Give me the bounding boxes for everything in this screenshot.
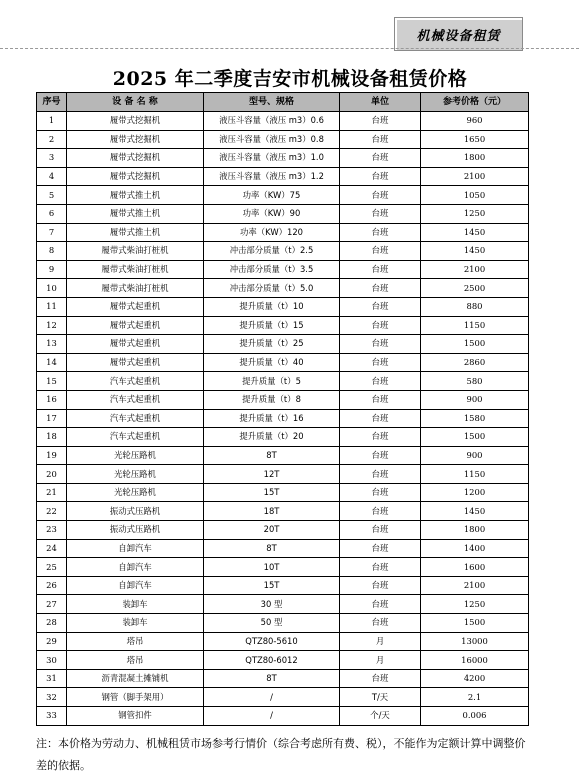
table-row [37,297,529,316]
table-row [37,669,529,688]
cell-index: 20 [37,465,67,484]
cell-index: 3 [37,149,67,168]
cell-equipment-name: 塔吊 [67,632,204,651]
cell-price: 960 [421,112,529,131]
table-row [37,595,529,614]
cell-index: 10 [37,279,67,298]
cell-spec: 8T [204,539,340,558]
cell-equipment-name: 光轮压路机 [67,446,204,465]
cell-index: 23 [37,521,67,540]
cell-index: 30 [37,651,67,670]
section-header-tag: 机械设备租赁 [394,17,523,51]
cell-spec: / [204,688,340,707]
cell-spec: 15T [204,483,340,502]
cell-equipment-name: 履带式起重机 [67,335,204,354]
cell-unit: 台班 [340,502,421,521]
cell-equipment-name: 履带式柴油打桩机 [67,260,204,279]
cell-equipment-name: 光轮压路机 [67,465,204,484]
cell-unit: 台班 [340,595,421,614]
cell-price: 1150 [421,465,529,484]
cell-unit: 台班 [340,167,421,186]
cell-unit: 台班 [340,204,421,223]
cell-spec: 液压斗容量（液压 m3）1.2 [204,167,340,186]
cell-index: 5 [37,186,67,205]
cell-equipment-name: 振动式压路机 [67,521,204,540]
cell-unit: 台班 [340,242,421,261]
table-row [37,130,529,149]
cell-index: 2 [37,130,67,149]
cell-index: 19 [37,446,67,465]
cell-spec: 18T [204,502,340,521]
cell-index: 16 [37,390,67,409]
cell-spec: 液压斗容量（液压 m3）0.8 [204,130,340,149]
cell-price: 1450 [421,242,529,261]
cell-unit: 台班 [340,465,421,484]
table-row [37,539,529,558]
cell-equipment-name: 履带式挖掘机 [67,112,204,131]
cell-unit: 月 [340,632,421,651]
cell-equipment-name: 振动式压路机 [67,502,204,521]
cell-price: 1450 [421,223,529,242]
cell-equipment-name: 自卸汽车 [67,558,204,577]
cell-price: 1400 [421,539,529,558]
cell-price: 1150 [421,316,529,335]
cell-index: 33 [37,707,67,726]
table-row [37,651,529,670]
table-row [37,242,529,261]
cell-equipment-name: 汽车式起重机 [67,372,204,391]
cell-unit: 台班 [340,112,421,131]
cell-unit: 台班 [340,130,421,149]
cell-unit: 台班 [340,521,421,540]
cell-price: 1500 [421,614,529,633]
cell-unit: 台班 [340,614,421,633]
cell-price: 900 [421,446,529,465]
cell-price: 900 [421,390,529,409]
table-row [37,632,529,651]
column-header-index: 序号 [37,93,67,112]
cell-index: 8 [37,242,67,261]
cell-unit: 台班 [340,353,421,372]
cell-unit: 台班 [340,372,421,391]
cell-price: 1250 [421,204,529,223]
cell-index: 13 [37,335,67,354]
cell-price: 1500 [421,335,529,354]
cell-price: 4200 [421,669,529,688]
cell-equipment-name: 汽车式起重机 [67,409,204,428]
cell-spec: 提升质量（t）16 [204,409,340,428]
cell-unit: 台班 [340,335,421,354]
cell-unit: 月 [340,651,421,670]
cell-equipment-name: 履带式推土机 [67,204,204,223]
table-row [37,372,529,391]
cell-equipment-name: 汽车式起重机 [67,428,204,447]
cell-index: 12 [37,316,67,335]
table-row [37,483,529,502]
cell-spec: 冲击部分质量（t）5.0 [204,279,340,298]
cell-unit: 台班 [340,186,421,205]
cell-spec: 功率（KW）120 [204,223,340,242]
column-header-price: 参考价格（元） [421,93,529,112]
cell-spec: QTZ80-5610 [204,632,340,651]
cell-unit: 台班 [340,297,421,316]
page-title: 2025 年二季度吉安市机械设备租赁价格 [112,68,468,90]
cell-price: 16000 [421,651,529,670]
cell-equipment-name: 装卸车 [67,614,204,633]
cell-index: 28 [37,614,67,633]
table-row [37,149,529,168]
cell-price: 1450 [421,502,529,521]
cell-equipment-name: 履带式起重机 [67,297,204,316]
cell-index: 17 [37,409,67,428]
cell-spec: / [204,707,340,726]
cell-spec: 20T [204,521,340,540]
table-body [37,112,529,726]
cell-unit: 台班 [340,223,421,242]
cell-price: 2.1 [421,688,529,707]
column-header-spec: 型号、规格 [204,93,340,112]
cell-equipment-name: 钢管（脚手架用） [67,688,204,707]
cell-price: 2100 [421,167,529,186]
cell-price: 2100 [421,260,529,279]
cell-index: 4 [37,167,67,186]
cell-equipment-name: 履带式柴油打桩机 [67,242,204,261]
cell-price: 1500 [421,428,529,447]
cell-spec: 8T [204,446,340,465]
cell-index: 1 [37,112,67,131]
cell-spec: QTZ80-6012 [204,651,340,670]
table-row [37,576,529,595]
cell-spec: 30 型 [204,595,340,614]
cell-price: 580 [421,372,529,391]
cell-spec: 15T [204,576,340,595]
cell-unit: 台班 [340,446,421,465]
column-header-name: 设 备 名 称 [67,93,204,112]
cell-index: 24 [37,539,67,558]
cell-spec: 冲击部分质量（t）2.5 [204,242,340,261]
cell-unit: 台班 [340,260,421,279]
cell-price: 1600 [421,558,529,577]
table-row [37,465,529,484]
cell-price: 1250 [421,595,529,614]
cell-price: 1800 [421,149,529,168]
cell-price: 1050 [421,186,529,205]
price-table [36,92,529,726]
cell-equipment-name: 履带式推土机 [67,223,204,242]
table-row [37,688,529,707]
cell-index: 7 [37,223,67,242]
cell-equipment-name: 光轮压路机 [67,483,204,502]
table-row [37,167,529,186]
footnote: 注：本价格为劳动力、机械租赁市场参考行情价（综合考虑所有费、税），不能作为定额计算中调整价差的依据。 [36,737,526,772]
cell-index: 11 [37,297,67,316]
cell-spec: 液压斗容量（液压 m3）1.0 [204,149,340,168]
cell-equipment-name: 履带式起重机 [67,353,204,372]
cell-unit: 台班 [340,390,421,409]
cell-index: 22 [37,502,67,521]
cell-equipment-name: 履带式推土机 [67,186,204,205]
cell-equipment-name: 自卸汽车 [67,539,204,558]
cell-unit: 台班 [340,149,421,168]
cell-price: 1800 [421,521,529,540]
table-row [37,316,529,335]
cell-equipment-name: 自卸汽车 [67,576,204,595]
table-row [37,335,529,354]
table-row [37,260,529,279]
cell-equipment-name: 装卸车 [67,595,204,614]
cell-spec: 8T [204,669,340,688]
table-row [37,186,529,205]
table-row [37,112,529,131]
table-row [37,521,529,540]
cell-index: 31 [37,669,67,688]
cell-equipment-name: 沥青混凝土摊铺机 [67,669,204,688]
cell-spec: 提升质量（t）25 [204,335,340,354]
cell-spec: 冲击部分质量（t）3.5 [204,260,340,279]
cell-equipment-name: 汽车式起重机 [67,390,204,409]
cell-unit: 台班 [340,539,421,558]
cell-index: 9 [37,260,67,279]
cell-price: 2860 [421,353,529,372]
cell-index: 18 [37,428,67,447]
table-row [37,558,529,577]
cell-equipment-name: 履带式挖掘机 [67,149,204,168]
cell-index: 27 [37,595,67,614]
cell-unit: 台班 [340,316,421,335]
table-row [37,502,529,521]
cell-index: 26 [37,576,67,595]
cell-unit: 台班 [340,409,421,428]
cell-price: 2500 [421,279,529,298]
table-row [37,204,529,223]
cell-price: 2100 [421,576,529,595]
cell-equipment-name: 钢管扣件 [67,707,204,726]
cell-spec: 提升质量（t）15 [204,316,340,335]
table-row [37,223,529,242]
cell-price: 13000 [421,632,529,651]
cell-equipment-name: 履带式挖掘机 [67,130,204,149]
cell-unit: 台班 [340,279,421,298]
cell-price: 1200 [421,483,529,502]
cell-equipment-name: 履带式挖掘机 [67,167,204,186]
cell-unit: 台班 [340,428,421,447]
cell-price: 1650 [421,130,529,149]
cell-index: 14 [37,353,67,372]
cell-spec: 提升质量（t）10 [204,297,340,316]
table-header-row [37,93,529,112]
cell-spec: 液压斗容量（液压 m3）0.6 [204,112,340,131]
cell-unit: 个/天 [340,707,421,726]
table-row [37,446,529,465]
cell-price: 1580 [421,409,529,428]
cell-spec: 50 型 [204,614,340,633]
cell-spec: 功率（KW）90 [204,204,340,223]
cell-spec: 10T [204,558,340,577]
cell-index: 25 [37,558,67,577]
cell-index: 32 [37,688,67,707]
table-row [37,614,529,633]
table-row [37,707,529,726]
cell-index: 15 [37,372,67,391]
cell-unit: 台班 [340,669,421,688]
table-row [37,353,529,372]
table-row [37,390,529,409]
cell-price: 0.006 [421,707,529,726]
table-row [37,409,529,428]
cell-unit: 台班 [340,576,421,595]
cell-index: 6 [37,204,67,223]
cell-equipment-name: 塔吊 [67,651,204,670]
cell-equipment-name: 履带式起重机 [67,316,204,335]
cell-index: 21 [37,483,67,502]
header-divider [0,48,579,49]
cell-spec: 12T [204,465,340,484]
cell-index: 29 [37,632,67,651]
table-row [37,428,529,447]
cell-spec: 提升质量（t）5 [204,372,340,391]
cell-equipment-name: 履带式柴油打桩机 [67,279,204,298]
table-row [37,279,529,298]
cell-spec: 功率（KW）75 [204,186,340,205]
cell-spec: 提升质量（t）20 [204,428,340,447]
cell-unit: 台班 [340,558,421,577]
cell-unit: T/天 [340,688,421,707]
cell-unit: 台班 [340,483,421,502]
cell-price: 880 [421,297,529,316]
column-header-unit: 单位 [340,93,421,112]
cell-spec: 提升质量（t）8 [204,390,340,409]
cell-spec: 提升质量（t）40 [204,353,340,372]
